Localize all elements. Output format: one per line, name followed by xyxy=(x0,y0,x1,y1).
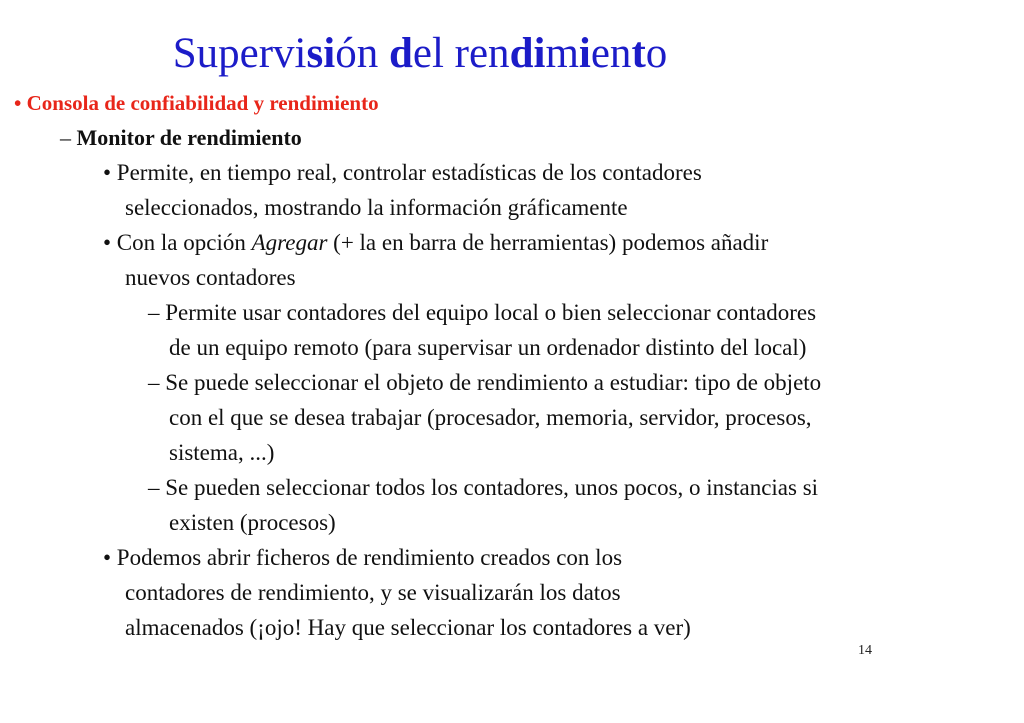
bullet-level3-line: almacenados (¡ojo! Hay que seleccionar los contadores a ver) xyxy=(125,615,691,640)
bullet-level3-line xyxy=(103,228,768,258)
text-run: • Con la opción xyxy=(103,230,252,255)
dash-marker: – xyxy=(60,125,71,150)
text-run: (+ la en barra de herramientas) podemos añadir xyxy=(327,230,769,255)
bullet-level2 xyxy=(60,123,302,153)
bullet-level2-text: Monitor de rendimiento xyxy=(76,125,302,150)
text-run-italic: Agregar xyxy=(251,230,328,255)
title-part: n xyxy=(356,30,389,77)
bullet-level3-line: seleccionados, mostrando la información gráficamente xyxy=(125,195,628,220)
title-part: o xyxy=(645,30,668,77)
bullet-level4-line: sistema, ...) xyxy=(169,440,275,465)
slide-title xyxy=(0,28,840,80)
title-part: t xyxy=(631,30,646,77)
bullet-level3-line: contadores de rendimiento, y se visualizarán los datos xyxy=(125,580,621,605)
bullet-level3-line: • Permite, en tiempo real, controlar estadísticas de los contadores xyxy=(103,160,702,185)
bullet-level4-line: de un equipo remoto (para supervisar un ordenador distinto del local) xyxy=(169,335,807,360)
title-part: el xyxy=(412,30,455,77)
page-number: 14 xyxy=(858,643,872,658)
title-part: ó xyxy=(335,30,357,77)
title-part: d xyxy=(388,30,413,77)
title-part: di xyxy=(509,30,546,77)
bullet-level3-line: • Podemos abrir ficheros de rendimiento creados con los xyxy=(103,545,623,570)
bullet-level3-line: nuevos contadores xyxy=(125,265,296,290)
title-part: i xyxy=(578,30,591,77)
title-part: S xyxy=(172,30,197,77)
bullet-level4-line: – Permite usar contadores del equipo local o bien seleccionar contadores xyxy=(148,300,817,325)
bullet-level1: • Consola de confiabilidad y rendimiento xyxy=(14,91,379,115)
bullet-level4-line: existen (procesos) xyxy=(169,510,336,535)
bullet-level4-line: con el que se desea trabajar (procesador, memoria, servidor, procesos, xyxy=(169,405,812,430)
bullet-level4-line: – Se pueden seleccionar todos los contadores, unos pocos, o instancias si xyxy=(148,475,819,500)
title-part: ren xyxy=(454,30,510,77)
title-part: upervi xyxy=(196,30,307,77)
bullet-level4-line: – Se puede seleccionar el objeto de rendimiento a estudiar: tipo de objeto xyxy=(148,370,822,395)
title-part: en xyxy=(590,30,632,77)
title-part: si xyxy=(306,30,336,77)
title-part: m xyxy=(545,30,579,77)
